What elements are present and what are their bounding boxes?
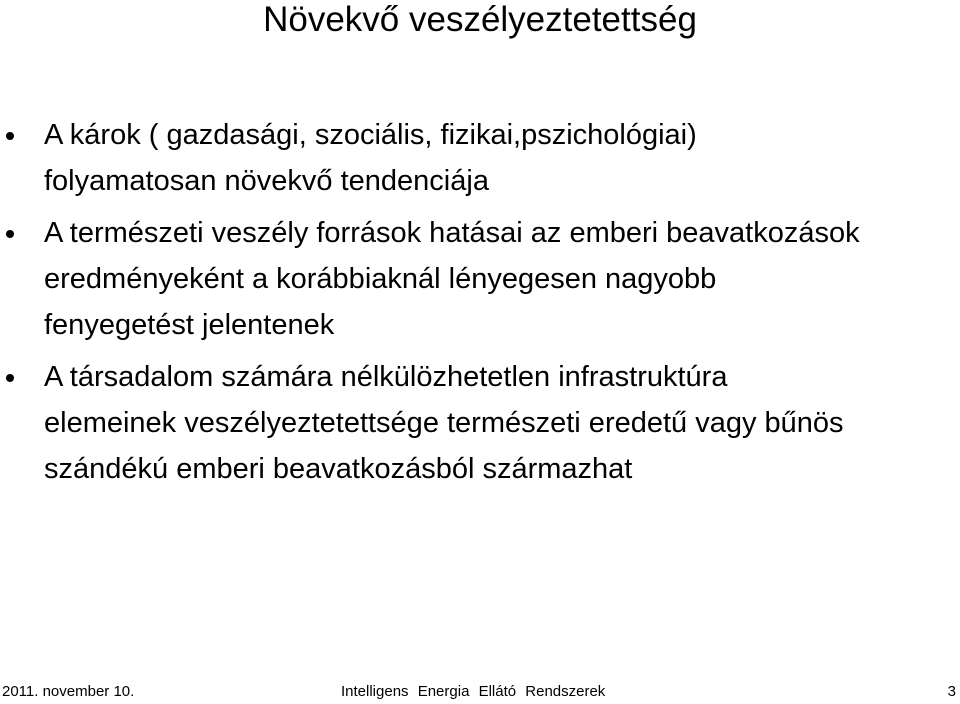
page-number: 3: [947, 683, 956, 700]
bullet-line: elemeinek veszélyeztetettsége természeti eredetű vagy bűnös: [44, 407, 844, 439]
slide-footer: [0, 681, 960, 703]
footer-date: 2011. november 10.: [2, 683, 135, 700]
bullet-list: [0, 112, 960, 498]
footer-title: Intelligens Energia Ellátó Rendszerek: [341, 683, 606, 700]
bullet-line: A károk ( gazdasági, szociális, fizikai,pszichológiai): [44, 119, 697, 151]
bullet-icon: [6, 374, 14, 382]
bullet-item: [0, 112, 960, 204]
bullet-line: folyamatosan növekvő tendenciája: [44, 165, 489, 197]
bullet-line: A természeti veszély források hatásai az emberi beavatkozások: [44, 217, 860, 249]
bullet-item: [0, 210, 960, 348]
bullet-line: fenyegetést jelentenek: [44, 309, 335, 341]
bullet-icon: [6, 230, 14, 238]
bullet-item: [0, 354, 960, 492]
slide-title: Növekvő veszélyeztetettség: [263, 0, 697, 39]
bullet-line: szándékú emberi beavatkozásból származhat: [44, 453, 633, 485]
bullet-line: A társadalom számára nélkülözhetetlen infrastruktúra: [44, 361, 728, 393]
bullet-line: eredményeként a korábbiaknál lényegesen nagyobb: [44, 263, 717, 295]
bullet-icon: [6, 132, 14, 140]
